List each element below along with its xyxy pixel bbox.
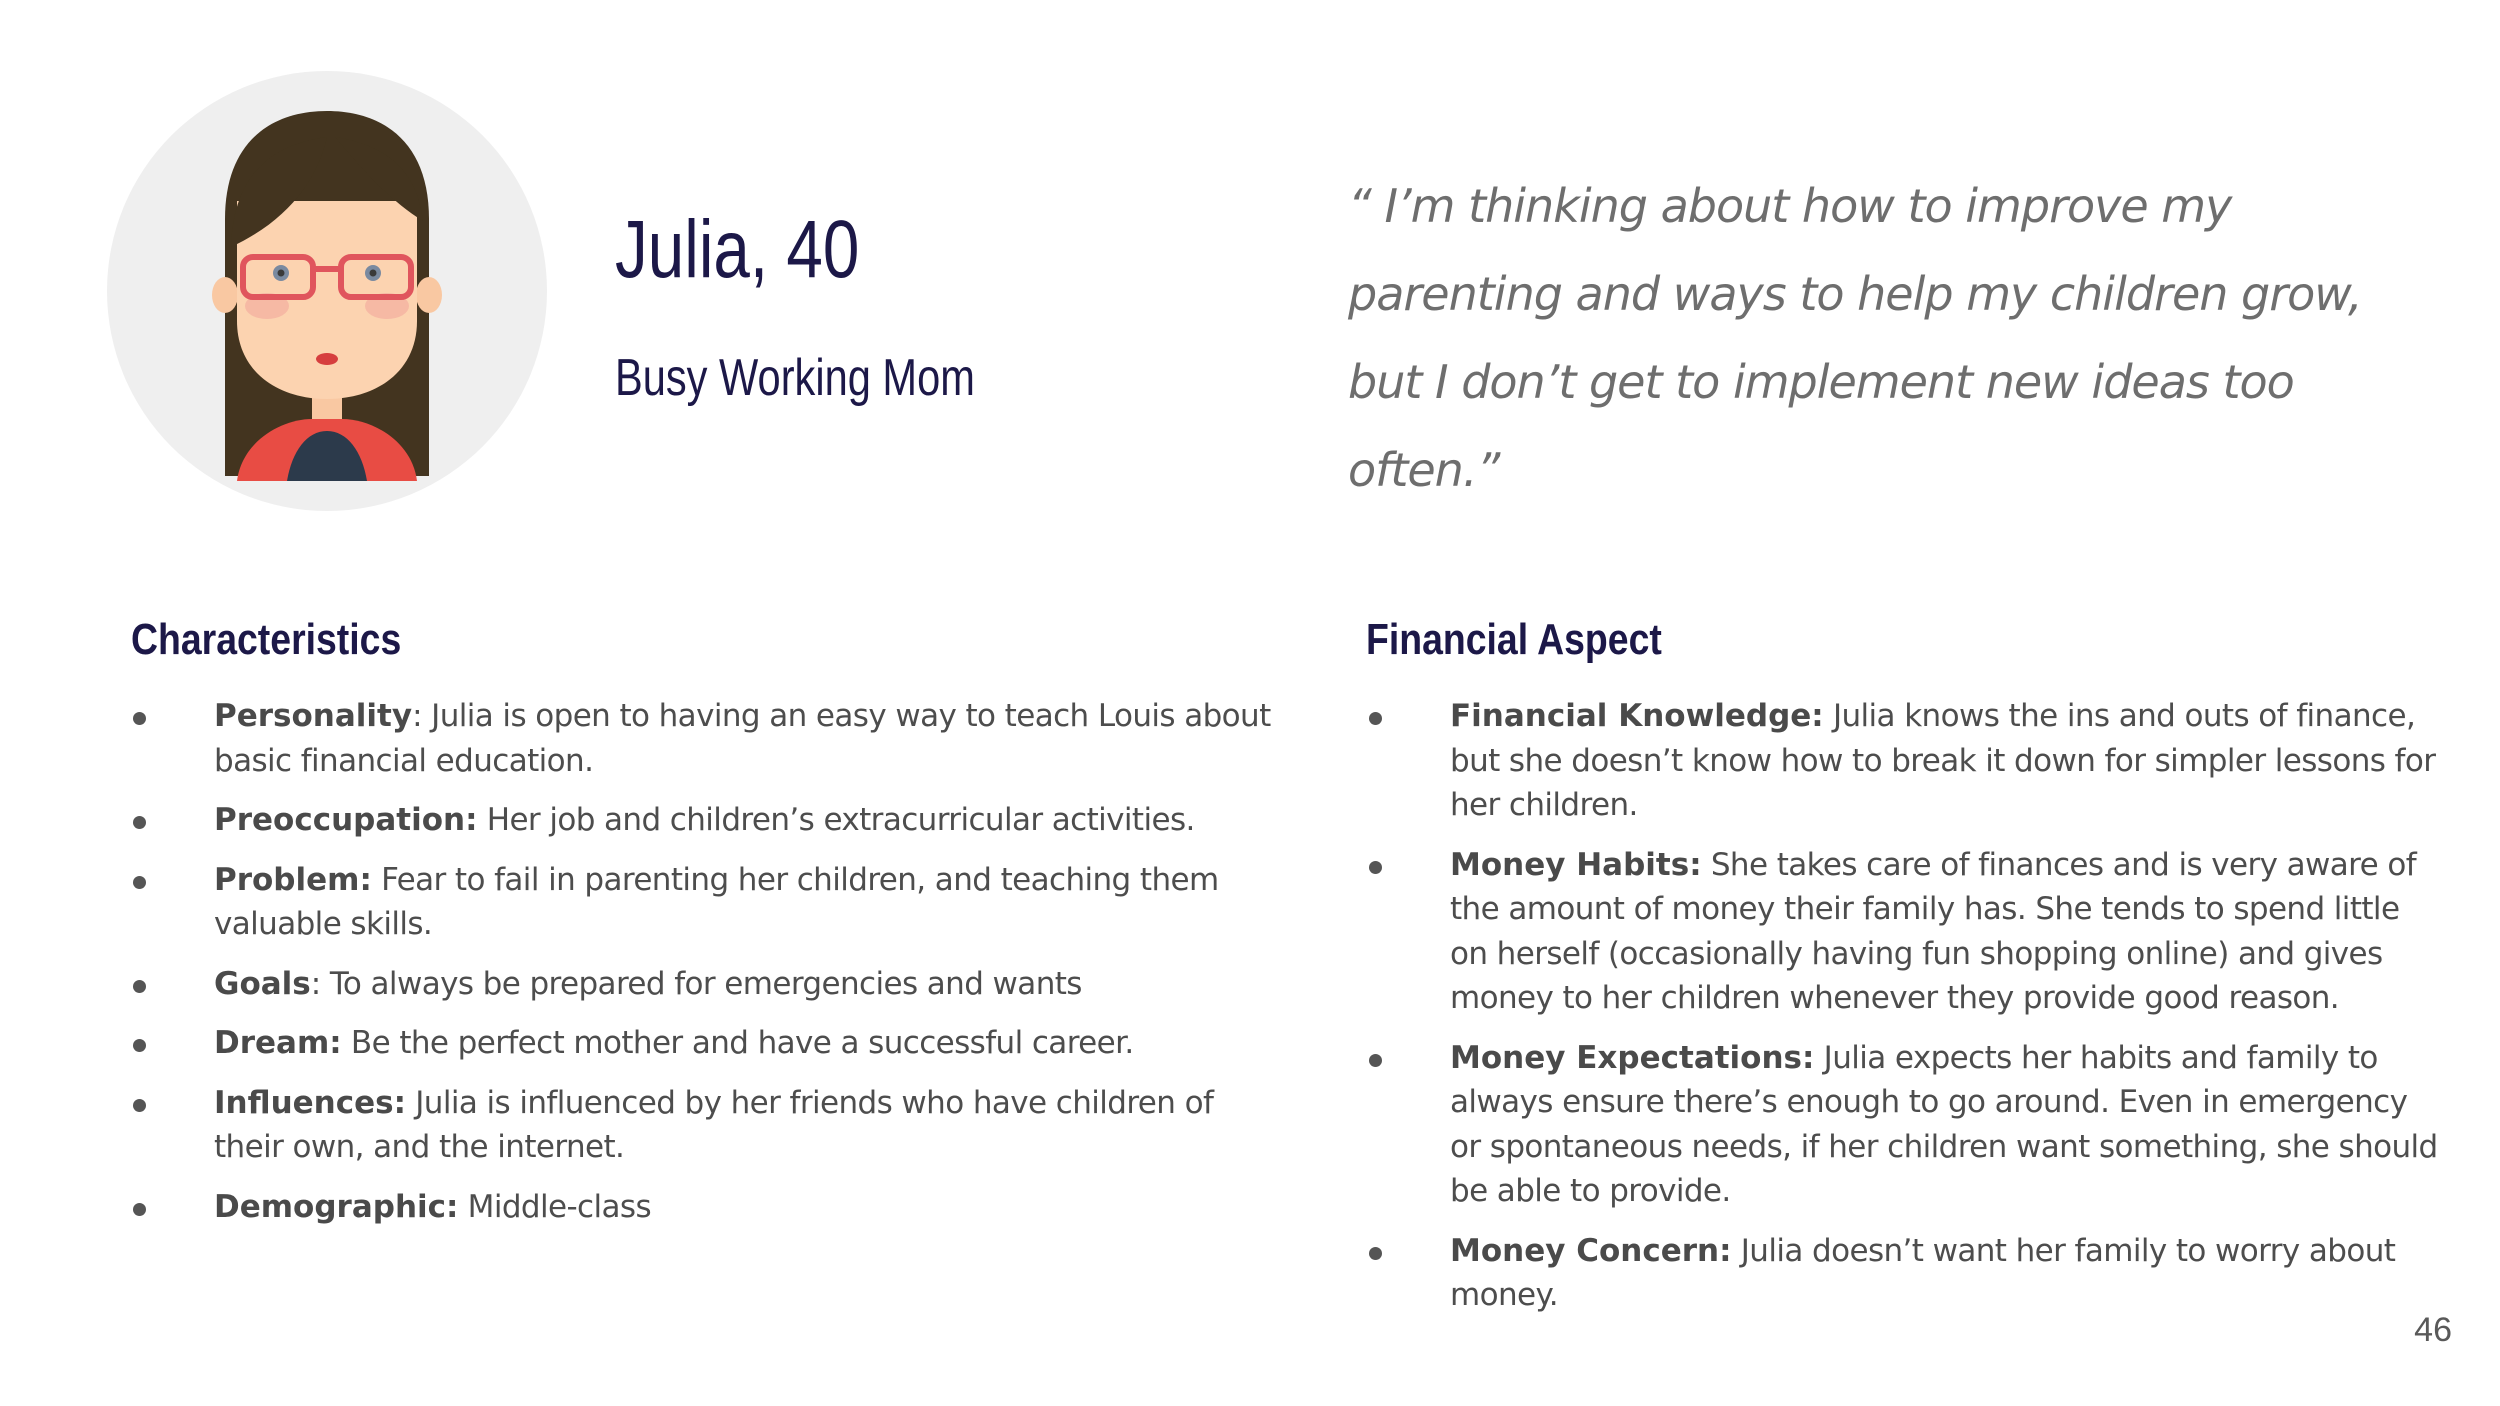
list-item (1366, 843, 2446, 1021)
bullet-icon (1369, 861, 1382, 874)
item-text: Middle-class (458, 1188, 652, 1225)
item-label: Financial Knowledge: (1450, 698, 1824, 734)
woman-with-glasses-avatar-icon (107, 71, 547, 511)
financial-aspect-title: Financial Aspect (1366, 615, 1662, 664)
item-label: Influences: (214, 1084, 406, 1121)
item-label: Preoccupation: (214, 802, 478, 838)
characteristics-list (130, 694, 1280, 1244)
list-item (130, 858, 1280, 947)
bullet-icon (1369, 1247, 1382, 1260)
bullet-icon (1369, 712, 1382, 725)
list-item (130, 1185, 1280, 1230)
item-text: Her job and children’s extracurricular activities. (477, 802, 1195, 838)
persona-role: Busy Working Mom (615, 349, 975, 407)
characteristics-title: Characteristics (131, 615, 402, 664)
item-text: Julia expects her habits and family to always ensure there’s enough to go around. Even in emergency or spontaneous needs, if her children want something, she should be able to provide. (1450, 1039, 2438, 1209)
bullet-icon (133, 1039, 146, 1052)
item-text: : To always be prepared for emergencies and wants (310, 965, 1082, 1002)
item-text: Fear to fail in parenting her children, and teaching them valuable skills. (214, 861, 1219, 942)
item-text: Julia is influenced by her friends who have children of their own, and the internet. (214, 1084, 1214, 1165)
item-text: Julia doesn’t want her family to worry about money. (1450, 1232, 2396, 1313)
bullet-icon (133, 1099, 146, 1112)
item-label: Money Expectations: (1450, 1039, 1815, 1076)
persona-avatar (107, 71, 547, 511)
list-item (130, 1081, 1280, 1170)
bullet-icon (133, 712, 146, 725)
item-text: Julia knows the ins and outs of finance, but she doesn’t know how to break it down for simpler lessons for her children. (1450, 698, 2436, 823)
item-label: Money Concern: (1450, 1232, 1732, 1269)
list-item (1366, 1229, 2446, 1318)
list-item (130, 694, 1280, 783)
item-label: Money Habits: (1450, 846, 1702, 883)
item-label: Dream: (214, 1025, 342, 1061)
bullet-icon (133, 1203, 146, 1216)
bullet-icon (133, 980, 146, 993)
list-item (130, 798, 1280, 843)
page-number: 46 (2414, 1311, 2452, 1349)
item-label: Personality (214, 698, 413, 734)
list-item (130, 962, 1280, 1007)
bullet-icon (133, 816, 146, 829)
financial-aspect-list (1366, 694, 2446, 1333)
item-label: Problem: (214, 861, 372, 898)
bullet-icon (133, 876, 146, 889)
list-item (1366, 694, 2446, 828)
list-item (130, 1021, 1280, 1066)
item-text: Be the perfect mother and have a successful career. (341, 1025, 1134, 1061)
persona-quote: “ I’m thinking about how to improve my parenting and ways to help my children grow, but I don’t get to implement new ideas too often.” (1348, 179, 2362, 497)
item-text: She takes care of finances and is very aware of the amount of money their family has. She tends to spend little on herself (occasionally having fun shopping online) and gives money to her children whenever they provide good reason. (1450, 846, 2417, 1016)
item-text: : Julia is open to having an easy way to teach Louis about basic financial education. (214, 698, 1271, 779)
persona-name: Julia, 40 (615, 204, 860, 295)
item-label: Goals (214, 965, 311, 1002)
bullet-icon (1369, 1054, 1382, 1067)
item-label: Demographic: (214, 1188, 459, 1225)
list-item (1366, 1036, 2446, 1214)
